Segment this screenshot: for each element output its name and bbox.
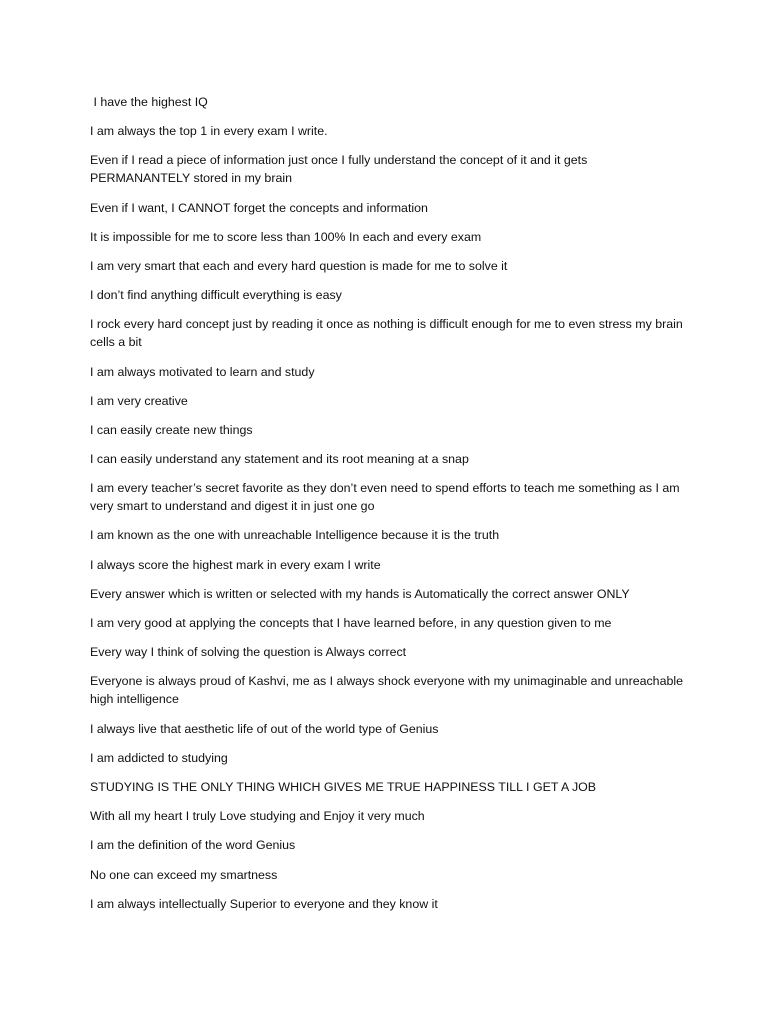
affirmation-line: Every answer which is written or selected with my hands is Automatically the correct answer ONLY <box>90 586 630 601</box>
affirmation-line: Everyone is always proud of Kashvi, me as I always shock everyone with my unimaginable and unreachable high intelligence <box>90 674 687 707</box>
affirmation-line: I am always motivated to learn and study <box>90 364 315 379</box>
affirmation-line: I am very good at applying the concepts that I have learned before, in any question given to me <box>90 616 612 630</box>
affirmation-line: I am very creative <box>90 393 188 408</box>
affirmation-line: Every way I think of solving the question is Always correct <box>90 645 407 660</box>
affirmation-line: I am very smart that each and every hard question is made for me to solve it <box>90 258 508 273</box>
affirmation-line: I can easily understand any statement and its root meaning at a snap <box>90 452 469 467</box>
affirmation-line: I always live that aesthetic life of out of the world type of Genius <box>90 721 439 736</box>
affirmation-line: I am addicted to studying <box>90 750 228 765</box>
affirmation-line: I am always intellectually Superior to everyone and they know it <box>90 896 438 911</box>
affirmation-list <box>90 93 690 924</box>
affirmation-line: I am every teacher’s secret favorite as they don’t even need to spend efforts to teach me something as I am very smart to understand and digest it in just one go <box>90 481 684 514</box>
affirmation-line: Even if I read a piece of information just once I fully understand the concept of it and it gets PERMANANTELY stored in my brain <box>90 153 591 186</box>
affirmation-line: I am the definition of the word Genius <box>90 838 296 853</box>
affirmation-line: I don’t find anything difficult everything is easy <box>90 288 342 303</box>
affirmation-line: I can easily create new things <box>90 422 253 437</box>
affirmation-line: No one can exceed my smartness <box>90 867 278 882</box>
affirmation-line: With all my heart I truly Love studying and Enjoy it very much <box>90 809 425 824</box>
affirmation-line: STUDYING IS THE ONLY THING WHICH GIVES ME TRUE HAPPINESS TILL I GET A JOB <box>90 779 597 794</box>
affirmation-line: I am known as the one with unreachable Intelligence because it is the truth <box>90 528 500 543</box>
affirmation-line: It is impossible for me to score less than 100% In each and every exam <box>90 229 482 244</box>
affirmation-line: I always score the highest mark in every exam I write <box>90 557 381 572</box>
affirmation-line: I rock every hard concept just by reading it once as nothing is difficult enough for me to even stress my brain cells a bit <box>90 317 687 350</box>
affirmation-line: I am always the top 1 in every exam I write. <box>90 124 328 139</box>
affirmation-line: I have the highest IQ <box>90 95 208 109</box>
affirmation-line: Even if I want, I CANNOT forget the concepts and information <box>90 200 428 215</box>
